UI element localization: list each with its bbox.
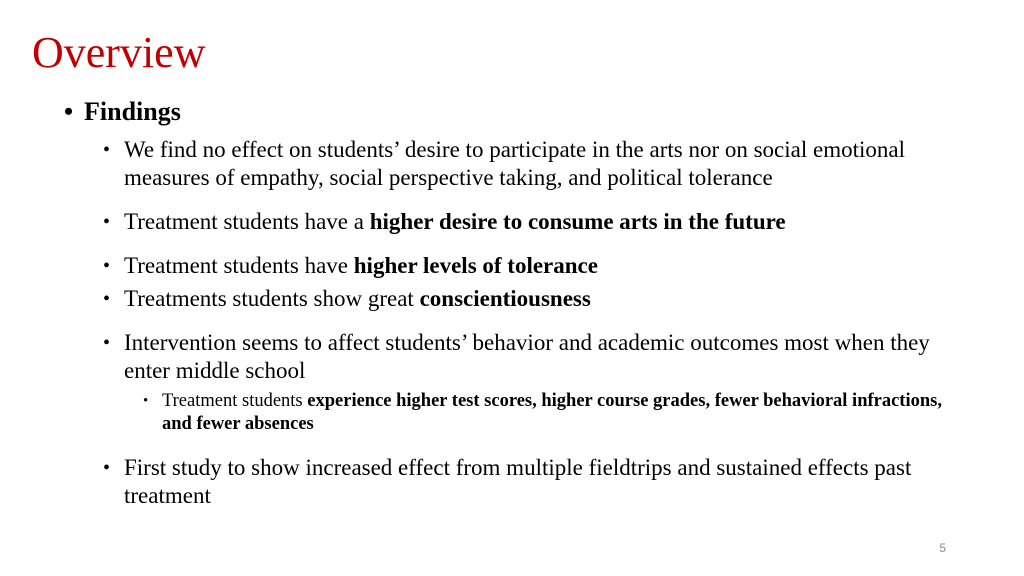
bullet-item-consume-arts (103, 208, 963, 236)
slide-title: Overview (32, 28, 206, 77)
bullet-icon: • (103, 139, 111, 161)
bullet-text: First study to show increased effect from multiple fieldtrips and sustained effects past treatment (124, 455, 912, 508)
sub-bullet-text: Treatment students (162, 391, 308, 411)
bullet-item-no-effect (103, 136, 963, 192)
page-number: 5 (939, 541, 946, 555)
bullet-emphasis: higher desire to consume arts in the future (369, 209, 786, 234)
bullet-icon: • (103, 255, 111, 277)
bullet-text: Treatment students have (124, 253, 354, 278)
bullet-text: Intervention seems to affect students’ behavior and academic outcomes most when they enter middle school (124, 330, 930, 383)
bullet-item-tolerance (103, 252, 963, 280)
bullet-icon: • (103, 288, 111, 310)
bullet-text: Treatment students have a (124, 209, 370, 234)
bullet-item-intervention (103, 329, 963, 385)
sub-bullet-item-outcomes (143, 390, 963, 436)
bullet-icon: • (143, 393, 149, 409)
bullet-emphasis: higher levels of tolerance (353, 253, 598, 278)
bullet-icon: • (103, 211, 111, 233)
bullet-item-first-study (103, 454, 963, 510)
bullet-icon: • (103, 457, 111, 479)
bullet-item-conscientiousness (103, 285, 963, 313)
section-heading: Findings (84, 97, 181, 126)
bullet-emphasis: conscientiousness (419, 286, 591, 311)
bullet-icon: • (64, 97, 74, 126)
bullet-text: Treatments students show great (124, 286, 420, 311)
section-heading-bullet (64, 97, 181, 127)
bullet-icon: • (103, 332, 111, 354)
sub-bullet-emphasis: experience higher test scores, higher course grades, fewer behavioral infractions, and fewer absences (162, 391, 942, 434)
bullet-text: We find no effect on students’ desire to participate in the arts nor on social emotional measures of empathy, social perspective taking, and political tolerance (124, 137, 905, 190)
